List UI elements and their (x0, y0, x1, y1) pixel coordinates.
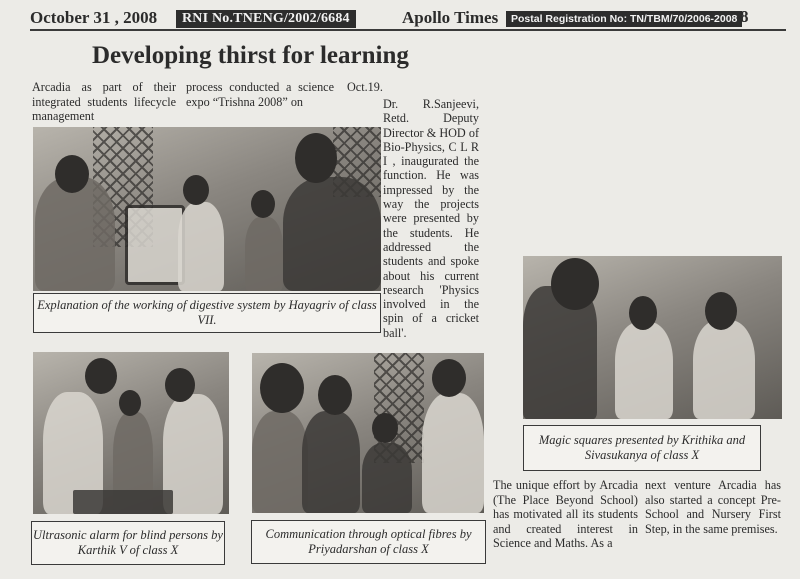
rni-number: RNI No.TNENG/2002/6684 (176, 10, 356, 28)
caption-ultrasonic: Ultrasonic alarm for blind persons by Karthik V of class X (31, 521, 225, 565)
intro-column-2: process conducted a science expo “Trishna 2008” on (186, 80, 334, 109)
newspaper-name: Apollo Times (402, 8, 499, 27)
caption-magic-squares: Magic squares presented by Krithika and Sivasukanya of class X (523, 425, 761, 471)
bottom-column-right: next venture Arcadia has also started a concept Pre-School and Nursery First Step, in the same premises. (645, 478, 781, 536)
photo-ultrasonic-alarm (33, 352, 229, 514)
intro-column-3-date: Oct.19. (347, 80, 383, 94)
photo-optical-fibres (252, 353, 484, 513)
article-headline: Developing thirst for learning (92, 42, 409, 69)
issue-date: October 31 , 2008 (30, 8, 158, 27)
postal-registration: Postal Registration No: TN/TBM/70/2006-2008 (506, 11, 742, 27)
page-number: 8 (740, 7, 749, 26)
caption-optical: Communication through optical fibres by Priyadarshan of class X (251, 520, 486, 564)
caption-digestive: Explanation of the working of digestive system by Hayagriv of class VII. (33, 293, 381, 333)
bottom-column-left: The unique effort by Arcadia (The Place Beyond School) has motivated all its students and created interest in Science and Maths. As a (493, 478, 638, 550)
intro-column-1: Arcadia as part of their integrated students lifecycle management (32, 80, 176, 123)
photo-digestive-system (33, 127, 381, 291)
masthead-rule (30, 29, 786, 31)
article-body-column: Dr. R.Sanjeevi, Retd. Deputy Director & HOD of Bio-Physics, C L R I , inaugurated the function. He was impressed by the way the projects were presented by the students. He addressed the students and spoke about his current research 'Physics involved in the spin of a cricket ball'. (383, 97, 479, 340)
photo-magic-squares (523, 256, 782, 419)
